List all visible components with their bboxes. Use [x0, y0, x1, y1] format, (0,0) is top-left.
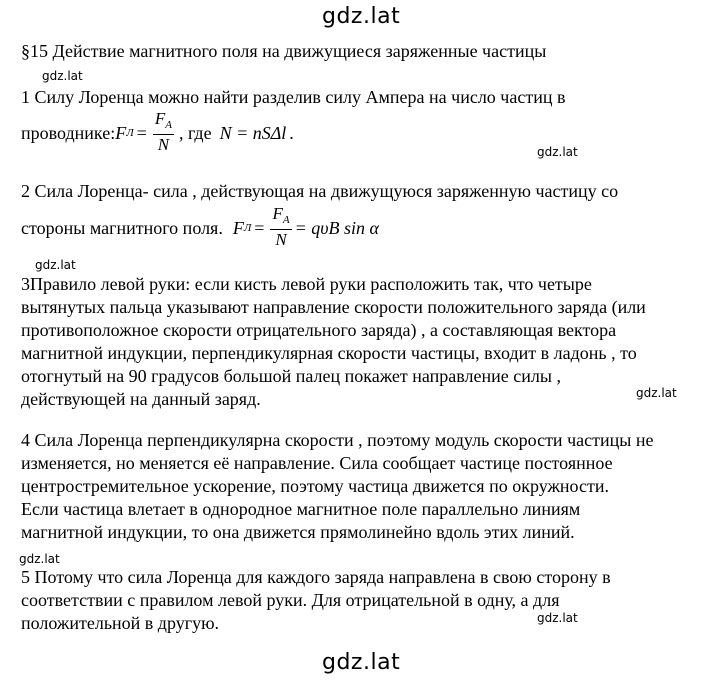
text-line: отогнутый на 90 градусов большой палец покажет направление силы ,	[21, 366, 561, 386]
formula-equals: =	[254, 217, 265, 238]
watermark: gdz.lat	[537, 611, 578, 625]
formula-symbol: F	[115, 122, 127, 143]
text-line: соответствии с правилом левой руки. Для отрицательной в одну, а для	[21, 590, 560, 610]
watermark-top: gdz.lat	[322, 4, 401, 29]
watermark-bottom: gdz.lat	[322, 650, 401, 675]
text-line-formula-2	[21, 205, 379, 250]
fraction-denominator: N	[275, 230, 287, 249]
fraction-numerator: F	[272, 204, 283, 223]
formula-subscript: Л	[243, 221, 252, 234]
particle-count-formula: N = nSΔl	[219, 122, 287, 143]
text-line: изменяется, но меняется её направление. Сила сообщает частице постоянное	[21, 453, 613, 473]
fraction-denominator: N	[157, 135, 170, 154]
watermark: gdz.lat	[537, 145, 578, 159]
formula-subscript: Л	[126, 126, 134, 139]
watermark: gdz.lat	[35, 258, 76, 272]
formula-fraction	[270, 205, 291, 250]
fraction-numerator-subscript: A	[282, 214, 290, 226]
text-fragment: , где	[178, 122, 212, 143]
lorentz-formula-1	[115, 110, 177, 155]
watermark: gdz.lat	[19, 552, 60, 566]
text-line: 2 Сила Лоренца- сила , действующая на движущуюся заряженную частицу со	[21, 181, 619, 201]
watermark: gdz.lat	[636, 386, 677, 400]
text-line: 4 Сила Лоренца перпендикулярна скорости , поэтому модуль скорости частицы не	[21, 430, 654, 450]
text-line: противоположное скорости отрицательного заряда) , а составляющая вектора	[21, 320, 617, 340]
text-line: 1 Силу Лоренца можно найти разделив силу Ампера на число частиц в	[21, 87, 566, 107]
formula-equals: =	[136, 122, 147, 143]
text-line: магнитной индукции, то она движется прямолинейно вдоль этих линий.	[21, 522, 575, 542]
text-line: действующей на данный заряд.	[21, 389, 261, 409]
text-line: Если частица влетает в однородное магнитное поле параллельно линиям	[21, 499, 581, 519]
formula-rhs: = qυB sin α	[294, 217, 379, 238]
text-line-formula-1	[21, 110, 294, 155]
text-fragment: стороны магнитного поля.	[21, 217, 223, 238]
text-line: положительной в другую.	[21, 613, 220, 633]
lorentz-formula-2	[233, 205, 379, 250]
text-line: центростремительное ускорение, поэтому частица движется по окружности.	[21, 476, 609, 496]
text-fragment: проводнике:	[21, 122, 116, 143]
fraction-numerator-subscript: A	[165, 119, 172, 131]
text-line: вытянутых пальца указывают направление скорости положительного заряда (или	[21, 297, 646, 317]
text-fragment: .	[289, 122, 294, 143]
section-title: §15 Действие магнитного поля на движущиеся заряженные частицы	[21, 41, 547, 61]
text-line: 3Правило левой руки: если кисть левой руки расположить так, что четыре	[21, 274, 592, 294]
text-line: 5 Потому что сила Лоренца для каждого заряда направлена в свою сторону в	[21, 567, 611, 587]
formula-fraction	[153, 110, 174, 155]
text-line: магнитной индукции, перпендикулярная скорости частицы, входит в ладонь , то	[21, 343, 637, 363]
fraction-numerator: F	[154, 109, 166, 128]
formula-symbol: F	[232, 217, 244, 238]
watermark: gdz.lat	[42, 69, 83, 83]
